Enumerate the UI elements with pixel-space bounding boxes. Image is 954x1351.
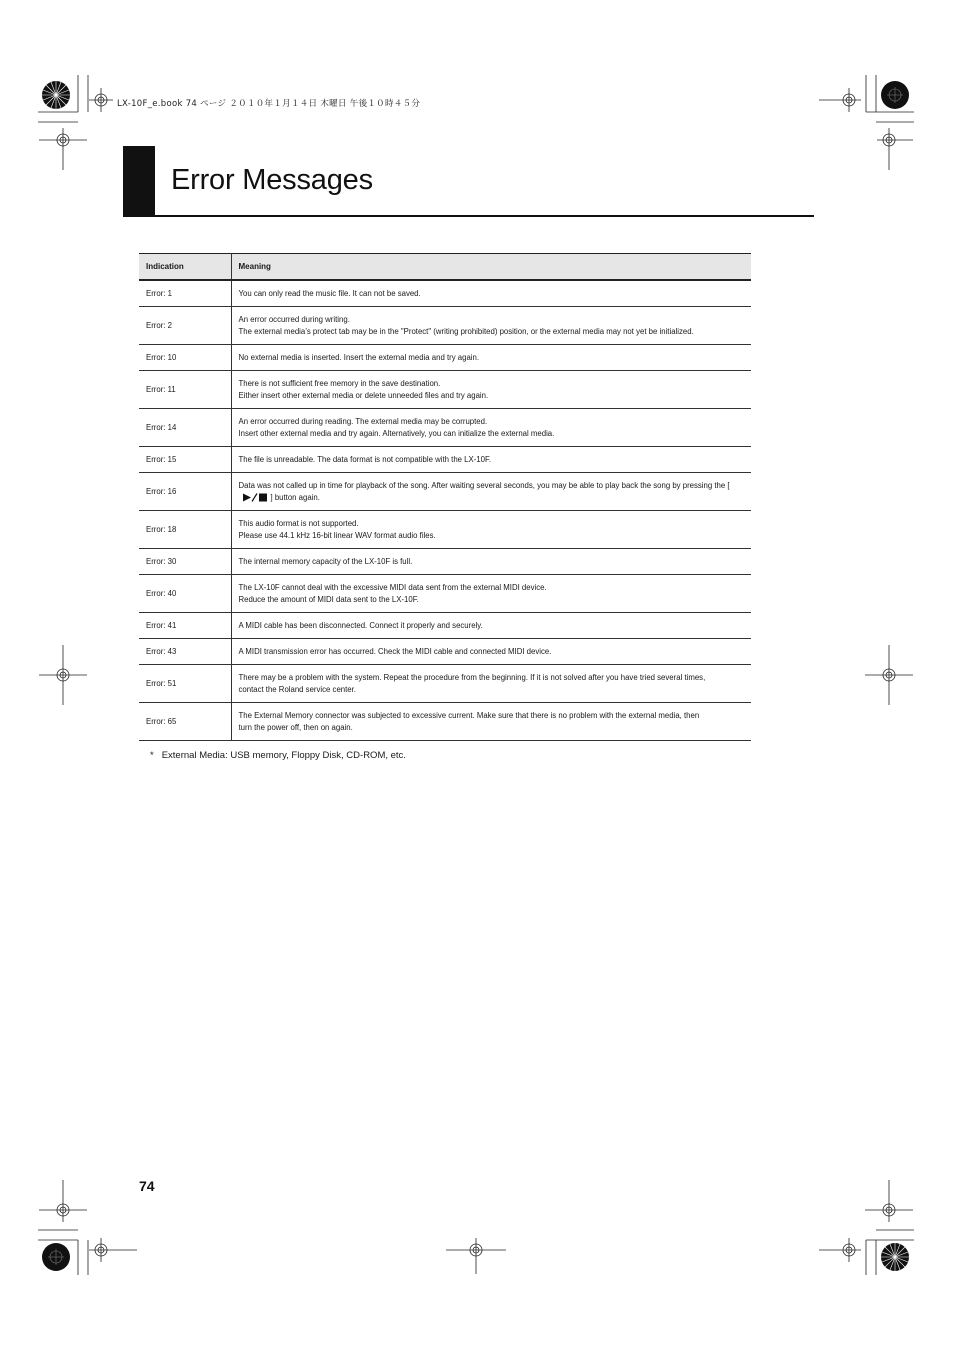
error-meaning	[231, 447, 751, 473]
error-messages-table	[139, 253, 751, 741]
play-stop-icon	[242, 493, 268, 502]
meaning-line: This audio format is not supported.	[238, 518, 359, 528]
page-number: 74	[139, 1178, 155, 1194]
table-row	[139, 575, 751, 613]
meaning-line: A MIDI transmission error has occurred. Check the MIDI cable and connected MIDI device.	[238, 646, 552, 656]
error-indication: Error: 11	[139, 371, 231, 409]
meaning-text-after-icon: ] button again.	[270, 492, 320, 502]
error-meaning	[231, 549, 751, 575]
table-row	[139, 409, 751, 447]
table-row	[139, 447, 751, 473]
error-meaning	[231, 280, 751, 307]
meaning-line: turn the power off, then on again.	[238, 722, 353, 732]
table-row	[139, 307, 751, 345]
error-indication: Error: 10	[139, 345, 231, 371]
error-indication: Error: 65	[139, 703, 231, 741]
error-indication: Error: 16	[139, 473, 231, 511]
meaning-text-before-icon: Data was not called up in time for playback of the song. After waiting several seconds, you may be able to play back the song by pressing the [	[238, 480, 730, 490]
meaning-line: An error occurred during writing.	[238, 314, 350, 324]
error-meaning	[231, 345, 751, 371]
meaning-line: There may be a problem with the system. Repeat the procedure from the beginning. If it is not solved after you have tried several times,	[238, 672, 706, 682]
error-meaning	[231, 409, 751, 447]
table-row	[139, 371, 751, 409]
column-header-meaning: Meaning	[231, 254, 751, 281]
table-row	[139, 345, 751, 371]
table-header-row	[139, 254, 751, 281]
meaning-line: There is not sufficient free memory in the save destination.	[238, 378, 441, 388]
error-indication: Error: 30	[139, 549, 231, 575]
error-indication: Error: 43	[139, 639, 231, 665]
error-meaning	[231, 307, 751, 345]
table-row	[139, 639, 751, 665]
table-row	[139, 280, 751, 307]
meaning-line: Either insert other external media or delete unneeded files and try again.	[238, 390, 489, 400]
table-row	[139, 703, 751, 741]
table-row	[139, 665, 751, 703]
error-meaning	[231, 371, 751, 409]
meaning-line: Insert other external media and try again. Alternatively, you can initialize the external media.	[238, 428, 555, 438]
table-row	[139, 549, 751, 575]
error-meaning	[231, 665, 751, 703]
footnote-text: External Media: USB memory, Floppy Disk, CD-ROM, etc.	[161, 750, 406, 761]
title-accent-block	[123, 146, 155, 217]
error-meaning	[231, 511, 751, 549]
meaning-line: Reduce the amount of MIDI data sent to the LX-10F.	[238, 594, 419, 604]
meaning-line	[239, 480, 745, 504]
error-indication: Error: 2	[139, 307, 231, 345]
footnote	[150, 750, 406, 761]
error-meaning	[231, 703, 751, 741]
meaning-line: Please use 44.1 kHz 16-bit linear WAV format audio files.	[238, 530, 436, 540]
column-header-indication: Indication	[139, 254, 231, 281]
error-indication: Error: 51	[139, 665, 231, 703]
meaning-line: No external media is inserted. Insert the external media and try again.	[238, 352, 480, 362]
meaning-line: The LX-10F cannot deal with the excessive MIDI data sent from the external MIDI device.	[238, 582, 547, 592]
meaning-line: contact the Roland service center.	[238, 684, 356, 694]
error-meaning	[231, 575, 751, 613]
error-meaning	[231, 639, 751, 665]
error-indication: Error: 15	[139, 447, 231, 473]
meaning-line: An error occurred during reading. The external media may be corrupted.	[238, 416, 488, 426]
print-header: LX-10F_e.book 74 ページ ２０１０年１月１４日 木曜日 午後１０時４５分	[117, 99, 421, 109]
error-indication: Error: 41	[139, 613, 231, 639]
table-row	[139, 613, 751, 639]
page-title: Error Messages	[171, 164, 373, 196]
meaning-line: A MIDI cable has been disconnected. Connect it properly and securely.	[238, 620, 483, 630]
table-row	[139, 511, 751, 549]
footnote-marker: *	[150, 750, 154, 761]
error-meaning	[231, 473, 751, 511]
meaning-line: The file is unreadable. The data format is not compatible with the LX-10F.	[238, 454, 492, 464]
meaning-line: The External Memory connector was subjected to excessive current. Make sure that there is no problem with the external media, then	[238, 710, 700, 720]
error-indication: Error: 40	[139, 575, 231, 613]
error-indication: Error: 1	[139, 280, 231, 307]
meaning-line: You can only read the music file. It can not be saved.	[238, 288, 421, 298]
error-indication: Error: 18	[139, 511, 231, 549]
title-rule	[123, 215, 814, 217]
error-meaning	[231, 613, 751, 639]
error-indication: Error: 14	[139, 409, 231, 447]
meaning-line: The internal memory capacity of the LX-10F is full.	[238, 556, 413, 566]
meaning-line: The external media’s protect tab may be in the "Protect" (writing prohibited) position, or the external media may not yet be initialized.	[238, 326, 694, 336]
table-row	[139, 473, 751, 511]
